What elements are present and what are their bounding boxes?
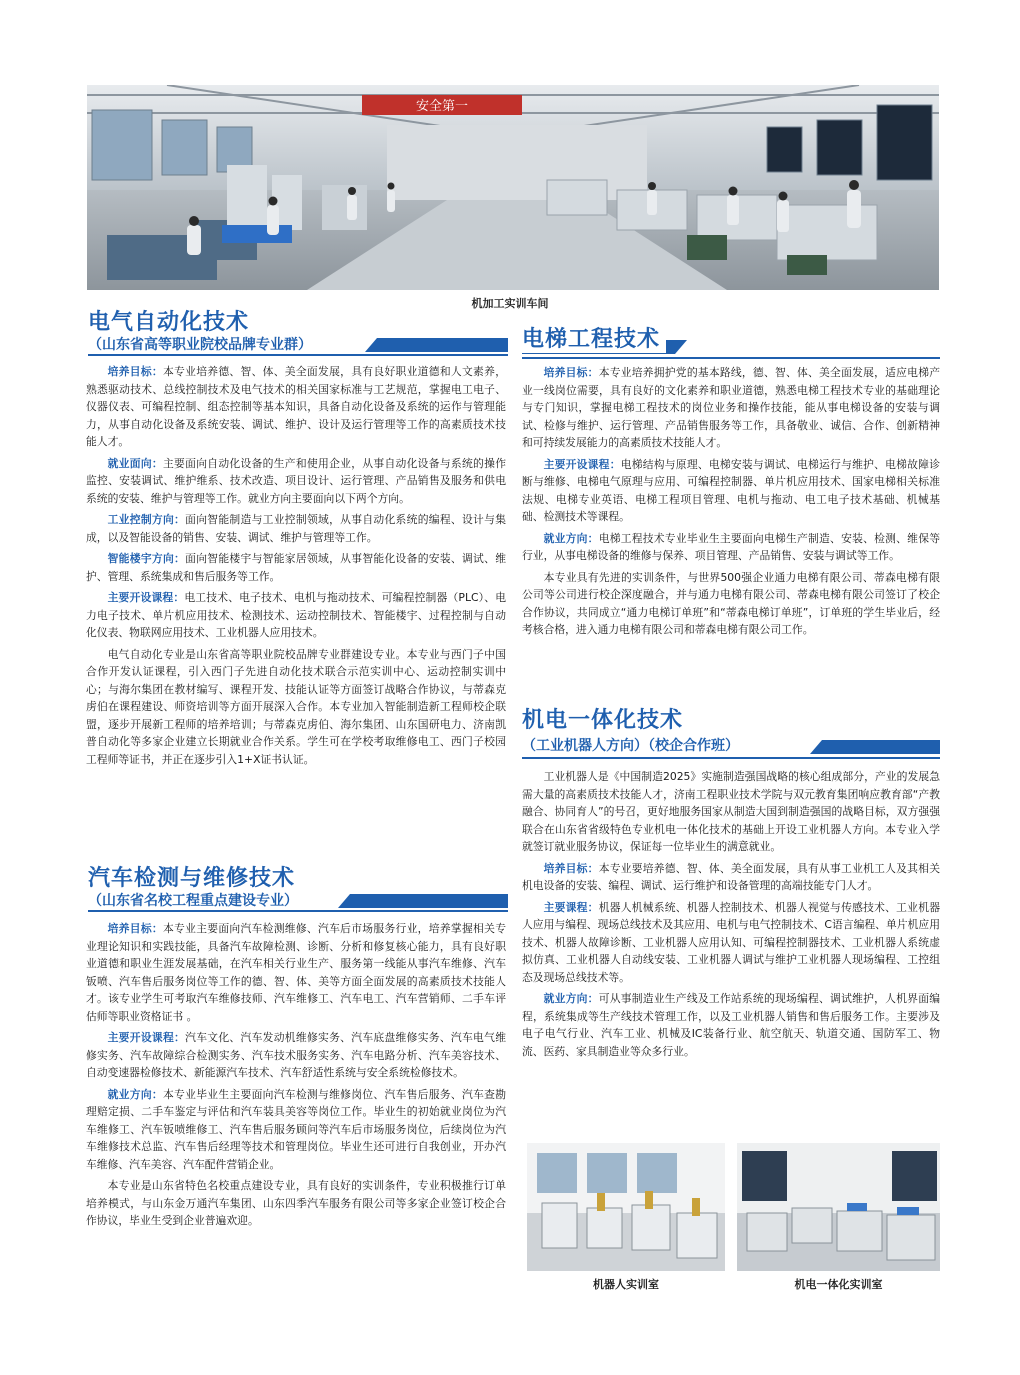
- mechatronics-lab-illustration: [737, 1143, 940, 1271]
- paragraph: [522, 569, 940, 639]
- para-text: 工业机器人是《中国制造2025》实施制造强国战略的核心组成部分，产业的发展急需大量的高素质技术技能人才，济南工程职业技术学院与双元教育集团响应教育部“产教融合、协同育人”的号召，更好地服务国家从制造大国到制造强国的战略目标，双方强强联合在山东省省级特色专业机电一体化技术的基础上开设工业机器人方向。本专业入学就签订就业服务协议，保证每一位毕业生的满意就业。: [522, 770, 940, 853]
- para-text: 面向智能楼宇与智能家居领域，从事智能化设备的安装、调试、维护、管理、系统集成和售后服务等工作。: [86, 552, 507, 583]
- paragraph: [86, 511, 506, 546]
- para-text: 机器人机械系统、机器人控制技术、机器人视觉与传感技术、工业机器人应用与编程、现场总线技术及其应用、电机与电气控制技术、C语言编程、单片机应用技术、机器人故障诊断、工业机器人应用认知、可编程控制器技术、工业机器人系统虚拟仿真、工业机器人自动线安装、工业机器人调试与维护工业机器人现场编程、工控组态及现场总线技术等。: [522, 900, 941, 984]
- section-header-bar: [810, 740, 940, 754]
- section-underline: [88, 910, 508, 912]
- paragraph: [86, 646, 506, 769]
- robot-lab-caption: 机器人实训室: [593, 1278, 659, 1291]
- section-header-bar: [365, 338, 508, 352]
- auto-repair-body: [86, 920, 506, 1234]
- paragraph: [86, 1177, 506, 1230]
- section-underline: [88, 354, 508, 356]
- para-text: 可从事制造业生产线及工作站系统的现场编程、调试维护，人机界面编程，系统集成等生产线技术管理工作，以及工业机器人销售和售后服务工作。主要涉及电子电气行业、汽车工业、机械及IC装备行业、航空航天、轨道交通、国防军工、物流、医药、家具制造业等众多行业。: [522, 992, 941, 1058]
- workshop-photo-caption: 机加工实训车间: [471, 297, 549, 310]
- para-label: 就业方向：: [107, 1087, 163, 1101]
- para-text: 本专业培养德、智、体、美全面发展，具有良好职业道德和人文素养，熟悉驱动技术、总线控制技术及电气技术的相关国家标准与工艺规范，掌握电工电子、仪器仪表、可编程控制、组态控制等基本知识，具备自动化设备及系统的运作与管理能力，从事自动化设备及系统安装、调试、维护、设计及运行管理等工作的高素质技术技能人才。: [86, 365, 506, 448]
- paragraph: [86, 363, 506, 451]
- electrical-automation-body: [86, 363, 506, 772]
- mechatronics-lab-photo: [737, 1143, 940, 1271]
- robot-lab-illustration: [527, 1143, 725, 1271]
- paragraph: [86, 920, 506, 1025]
- section-title-mechatronics: 机电一体化技术: [522, 708, 684, 733]
- para-label: 培养目标：: [543, 861, 599, 875]
- workshop-photo: [87, 85, 939, 290]
- section-title-electrical-automation: 电气自动化技术: [88, 310, 250, 335]
- para-label: 主要开设课程：: [543, 457, 621, 471]
- para-text: 面向智能制造与工业控制领域，从事自动化系统的编程、设计与集成，以及智能设备的销售、安装、调试、维护与管理等工作。: [86, 513, 507, 544]
- para-label: 培养目标：: [107, 365, 163, 378]
- para-label: 就业面向：: [107, 456, 163, 470]
- mechatronics-lab-caption: 机电一体化实训室: [794, 1278, 883, 1291]
- para-label: 就业方向：: [543, 992, 599, 1005]
- section-subtitle-electrical-automation: （山东省高等职业院校品牌专业群）: [88, 337, 312, 353]
- elevator-body: [522, 364, 940, 643]
- paragraph: [86, 1086, 506, 1174]
- para-text: 电气自动化专业是山东省高等职业院校品牌专业群建设专业。本专业与西门子中国合作开发认证课程，引入西门子先进自动化技术联合示范实训中心、运动控制实训中心；与海尔集团在教材编写、课程开发、技能认证等方面签订战略合作协议，与蒂森克虏伯在课程建设、师资培训等方面开展深入合作。本专业加入智能制造新工程师校企联盟，逐步开展新工程师的培养培训；与蒂森克虏伯、海尔集团、山东国研电力、济南凯普自动化等多家企业建立长期就业合作关系。学生可在学校考取维修电工、西门子校园工程师等证书，并正在逐步引入1+X证书认证。: [86, 647, 506, 766]
- para-text: 本专业是山东省特色名校重点建设专业，具有良好的实训条件，专业积极推行订单培养模式，与山东金万通汽车集团、山东四季汽车服务有限公司等多家企业签订校企合作协议，毕业生受到企业普遍欢迎。: [86, 1179, 506, 1227]
- section-subtitle-auto-repair: （山东省名校工程重点建设专业）: [88, 893, 298, 909]
- para-text: 本专业毕业生主要面向汽车检测与维修岗位、汽车售后服务、汽车查勘理赔定损、二手车鉴定与评估和汽车装具美容等岗位工作。毕业生的初始就业岗位为汽车维修工、汽车钣喷维修工、汽车售后服务顾问等汽车后市场服务岗位，后续岗位为汽车维修技术总监、汽车售后经理等技术和管理岗位。毕业生还可进行自我创业，开办汽车维修、汽车美容、汽车配件营销企业。: [86, 1087, 506, 1171]
- safety-banner: 安全第一: [415, 99, 469, 114]
- para-label: 培养目标：: [107, 922, 163, 935]
- para-text: 本专业要培养德、智、体、美全面发展，具有从事工业机工人及其相关机电设备的安装、编程、调试、运行维护和设备管理的高端技能专门人才。: [522, 861, 941, 892]
- paragraph: [86, 455, 506, 508]
- section-underline: [522, 357, 940, 359]
- paragraph: [522, 990, 940, 1060]
- section-underline: [522, 757, 940, 759]
- section-title-elevator: 电梯工程技术: [522, 327, 666, 353]
- para-text: 本专业具有先进的实训条件，与世界500强企业通力电梯有限公司、蒂森电梯有限公司等公司进行校企深度融合，并与通力电梯有限公司、蒂森电梯有限公司签订了校企合作协议，共同成立“通力电梯订单班”和“蒂森电梯订单班”，订单班的学生毕业后，经考核合格，进入通力电梯有限公司和蒂森电梯有限公司工作。: [522, 570, 940, 636]
- para-label: 培养目标：: [543, 366, 599, 379]
- paragraph: [86, 1029, 506, 1082]
- robot-lab-photo: [527, 1143, 725, 1271]
- paragraph: [522, 899, 940, 987]
- mechatronics-body: [522, 768, 940, 1064]
- para-label: 主要课程：: [543, 900, 599, 914]
- para-label: 工业控制方向：: [107, 513, 186, 526]
- paragraph: [522, 768, 940, 856]
- para-text: 电梯工程技术专业毕业生主要面向电梯生产制造、安装、检测、维保等行业，从事电梯设备的维修与保养、项目管理、产品销售、安装与调试等工作。: [522, 531, 941, 562]
- paragraph: [522, 364, 940, 452]
- section-title-auto-repair: 汽车检测与维修技术: [88, 866, 296, 891]
- para-label: 主要开设课程：: [107, 1031, 186, 1044]
- para-text: 汽车文化、汽车发动机维修实务、汽车底盘维修实务、汽车电气维修实务、汽车故障综合检测实务、汽车技术服务实务、汽车电路分析、汽车美容技术、自动变速器检修技术、新能源汽车技术、汽车舒适性系统与安全系统检修技术。: [86, 1031, 507, 1079]
- paragraph: [86, 550, 506, 585]
- para-text: 电梯结构与原理、电梯安装与调试、电梯运行与维护、电梯故障诊断与维修、电梯电气原理与应用、可编程控制器、单片机应用技术、国家电梯相关标准法规、电梯专业英语、电梯工程项目管理、电机与拖动、电工电子技术基础、机械基础、检测技术等课程。: [522, 457, 941, 523]
- para-label: 智能楼宇方向：: [107, 552, 186, 565]
- para-label: 主要开设课程：: [107, 591, 185, 604]
- workshop-illustration: [87, 85, 939, 290]
- para-text: 本专业主要面向汽车检测维修、汽车后市场服务行业，培养掌握相关专业理论知识和实践技能，具备汽车故障检测、诊断、分析和修复核心能力，具有良好职业道德和职业生涯发展基础，在汽车相关行业生产、服务第一线能从事汽车维修、汽车钣喷、汽车售后服务岗位等工作的德、智、体、美等方面全面发展的高素质技术技能人才。该专业学生可考取汽车维修技师、汽车维修工、汽车电工、汽车营销师、二手车评估师等职业资格证书 。: [86, 922, 506, 1023]
- section-header-bar: [338, 894, 508, 908]
- paragraph: [86, 589, 506, 642]
- paragraph: [522, 456, 940, 526]
- para-text: 电工技术、电子技术、电机与拖动技术、可编程控制器（PLC）、电力电子技术、单片机应用技术、检测技术、运动控制技术、智能楼宇、过程控制与自动化仪表、物联网应用技术、工业机器人应用技术。: [86, 591, 506, 639]
- section-subtitle-mechatronics: （工业机器人方向）（校企合作班）: [522, 738, 739, 754]
- paragraph: [522, 530, 940, 565]
- para-text: 本专业培养拥护党的基本路线，德、智、体、美全面发展，适应电梯产业一线岗位需要，具有良好的文化素养和职业道德，熟悉电梯工程技术专业的基础理论与专门知识，掌握电梯工程技术的岗位业务和操作技能，能从事电梯设备的安装与调试、检修与维护、运行管理、产品销售服务等工作，具备敬业、诚信、合作、创新精神和可持续发展能力的高素质技术技能人才。: [522, 366, 941, 449]
- para-label: 就业方向：: [543, 531, 599, 545]
- paragraph: [522, 860, 940, 895]
- para-text: 主要面向自动化设备的生产和使用企业，从事自动化设备与系统的操作监控、安装调试、维护维系、技术改造、项目设计、运行管理、产品销售及服务和供电系统的安装、维护与管理等工作。就业方向主要面向以下两个方向。: [86, 456, 506, 505]
